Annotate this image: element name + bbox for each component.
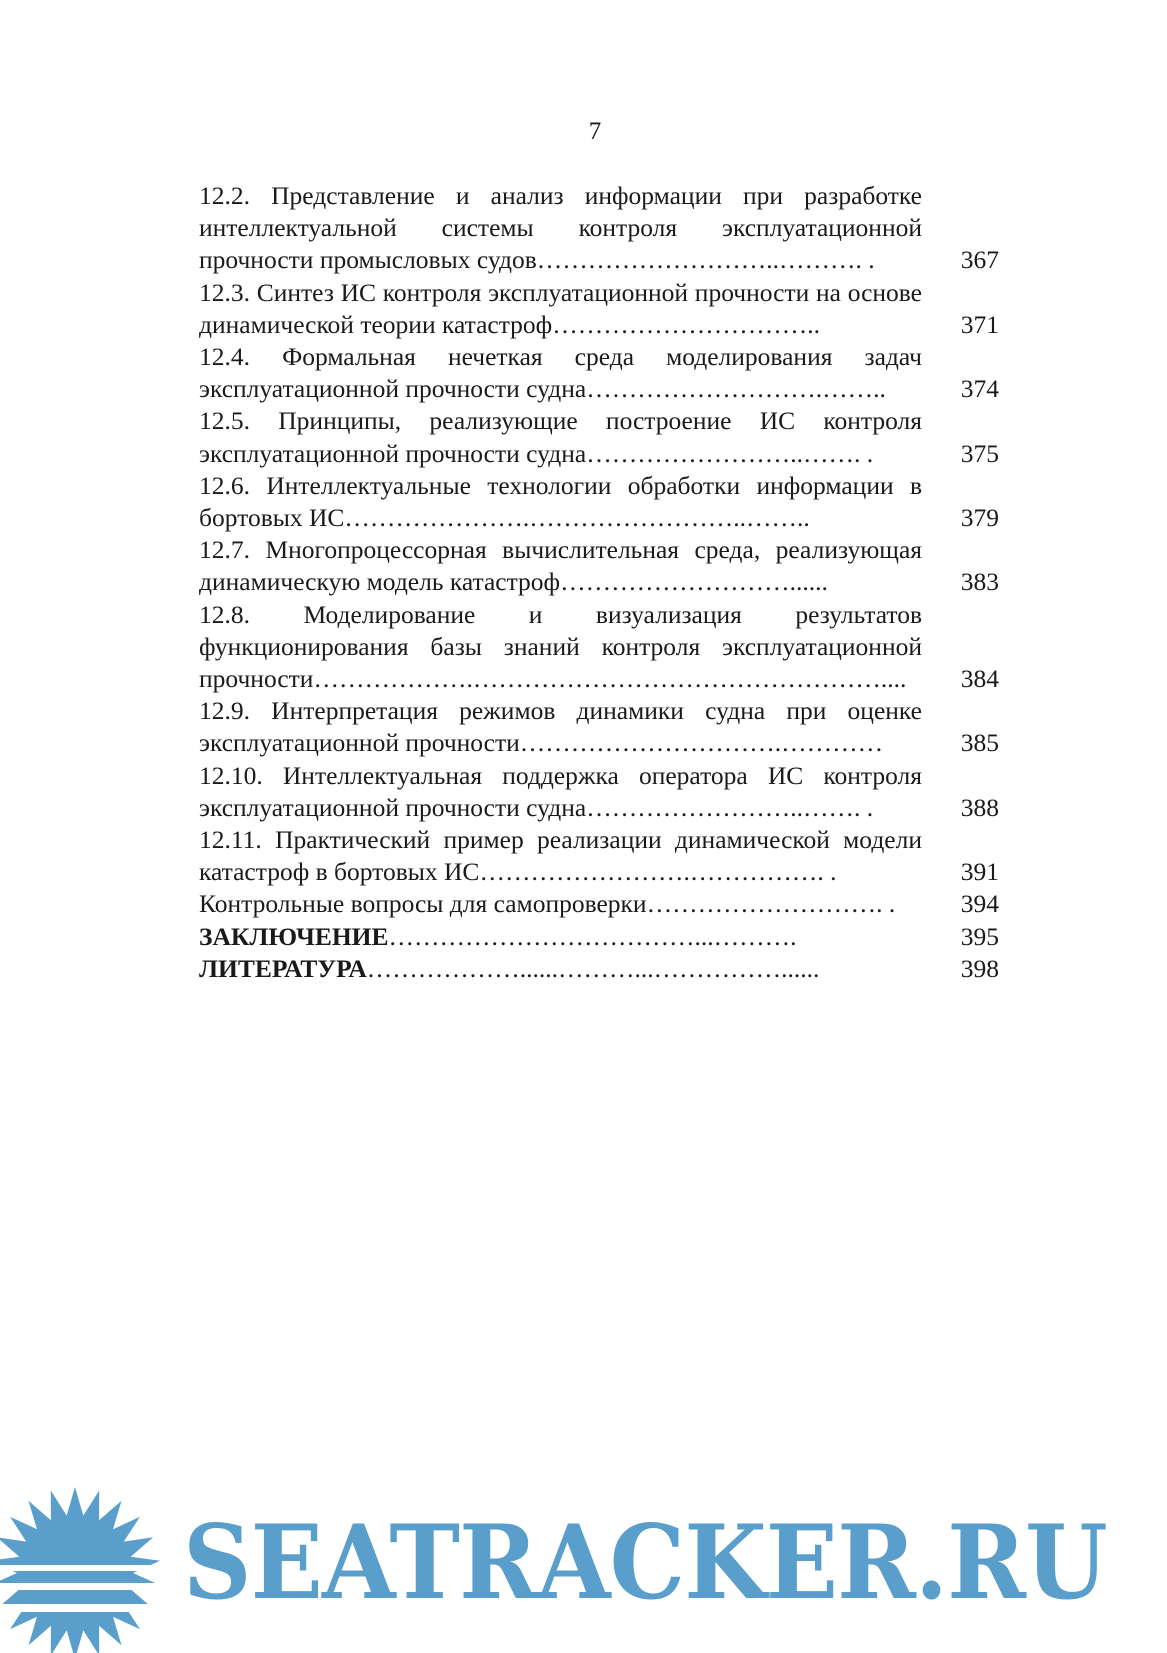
toc-entry <box>199 824 999 888</box>
toc-entry <box>199 599 999 696</box>
toc-entry-title: 12.9. Интерпретация режимов динамики судна при оценке эксплуатационной прочности………………………….………… <box>199 696 922 758</box>
literature-dots: ………………......………...……………...... <box>366 953 820 983</box>
toc-entry-title <box>199 921 922 953</box>
toc-entry-page: 374 <box>960 374 999 404</box>
table-of-contents <box>199 180 999 985</box>
toc-entry-conclusion <box>199 921 999 953</box>
conclusion-dots: ………………………………...………. <box>388 921 797 951</box>
toc-entry-title: 12.11. Практический пример реализации динамической модели катастроф в бортовых ИС…………………….……………. . <box>199 825 922 887</box>
literature-label: ЛИТЕРАТУРА <box>199 953 367 983</box>
toc-entry <box>199 888 999 920</box>
toc-entry-title: 12.2. Представление и анализ информации при разработке интеллектуальной системы контроля эксплуатационной прочности промысловых судов………………………..………. . <box>199 181 922 275</box>
toc-entry-page: 383 <box>960 567 999 597</box>
toc-entry-page: 384 <box>960 664 999 694</box>
toc-entry-page: 398 <box>960 953 999 983</box>
toc-entry-page: 394 <box>960 889 999 919</box>
toc-entry-title: 12.3. Синтез ИС контроля эксплуатационной прочности на основе динамической теории катастроф………………………….. <box>199 277 922 339</box>
toc-entry-title: 12.5. Принципы, реализующие построение ИС контроля эксплуатационной прочности судна……………………..……. . <box>199 406 922 468</box>
toc-entry-page: 391 <box>960 857 999 887</box>
toc-entry-title: 12.4. Формальная нечеткая среда моделирования задач эксплуатационной прочности судна……………………….…….. <box>199 342 922 404</box>
toc-entry <box>199 341 999 405</box>
page-number: 7 <box>588 118 602 145</box>
toc-entry <box>199 277 999 341</box>
toc-entry <box>199 405 999 469</box>
conclusion-label: ЗАКЛЮЧЕНИЕ <box>199 921 389 951</box>
toc-entry-page: 385 <box>960 728 999 758</box>
watermark <box>0 1483 1167 1653</box>
sun-icon <box>0 1483 175 1653</box>
toc-entry-title: 12.8. Моделирование и визуализация результатов функционирования базы знаний контроля эксплуатационной прочности……………….………………………………………….... <box>199 599 922 694</box>
toc-entry-page: 388 <box>960 792 999 822</box>
toc-entry-title: Контрольные вопросы для самопроверки………………………. . <box>199 889 896 919</box>
toc-entry-literature <box>199 953 999 985</box>
toc-entry-page: 371 <box>960 309 999 339</box>
watermark-text: SEATRACKER.RU <box>183 1503 1107 1623</box>
toc-entry <box>199 760 999 824</box>
toc-entry-title: 12.6. Интеллектуальные технологии обработки информации в бортовых ИС………………….……………………..…….. <box>199 470 922 533</box>
toc-entry-page: 379 <box>960 503 999 533</box>
toc-entry-page: 367 <box>960 245 999 275</box>
toc-entry <box>199 180 999 277</box>
toc-entry <box>199 470 999 534</box>
toc-entry-page: 395 <box>960 921 999 951</box>
toc-entry <box>199 534 999 598</box>
toc-entry-title: 12.7. Многопроцессорная вычислительная среда, реализующая динамическую модель катастроф………………………...... <box>199 535 922 597</box>
toc-entry-page: 375 <box>960 438 999 468</box>
toc-entry <box>199 695 999 759</box>
toc-entry-title: 12.10. Интеллектуальная поддержка оператора ИС контроля эксплуатационной прочности судна……………………..……. . <box>199 760 922 822</box>
toc-entry-title <box>199 953 922 985</box>
